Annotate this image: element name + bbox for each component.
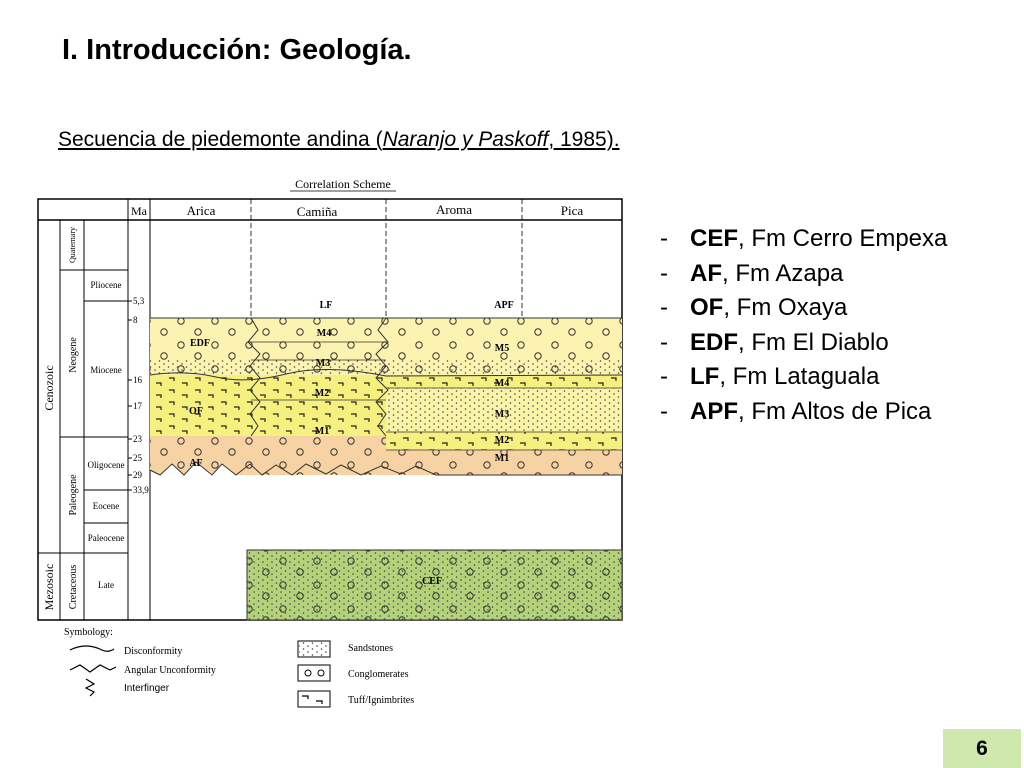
sandstones-swatch bbox=[298, 641, 330, 657]
age-label: 25 bbox=[133, 453, 142, 463]
unit-camina-m1-label: M1 bbox=[314, 426, 330, 437]
period-quaternary: Quaternary bbox=[68, 227, 77, 263]
correlation-scheme-diagram bbox=[36, 170, 628, 710]
age-label: 29 bbox=[133, 470, 142, 480]
subtitle-suffix: , 1985). bbox=[548, 128, 620, 151]
unit-of-label: OF bbox=[189, 406, 203, 417]
epoch-miocene: Miocene bbox=[90, 365, 122, 375]
formation-name: , Fm Azapa bbox=[722, 259, 844, 287]
formation-code: CEF bbox=[690, 225, 738, 252]
formation-code: EDF bbox=[690, 328, 738, 356]
locality-aroma: Aroma bbox=[435, 202, 473, 217]
formation-code: LF bbox=[690, 363, 720, 390]
unit-apf-label: APF bbox=[494, 300, 514, 311]
epoch-oligocene: Oligocene bbox=[87, 460, 125, 470]
angular-unconformity-symbol bbox=[70, 665, 116, 672]
symbology-conglomerates: Conglomerates bbox=[348, 669, 409, 680]
list-dash: - bbox=[660, 363, 668, 390]
conglomerates-swatch bbox=[298, 665, 330, 681]
list-item bbox=[660, 360, 947, 395]
formation-name: , Fm El Diablo bbox=[738, 328, 889, 356]
tuff-swatch bbox=[298, 691, 330, 707]
slide-subtitle bbox=[58, 128, 620, 152]
symbology-sandstones: Sandstones bbox=[348, 643, 393, 654]
formation-name: , Fm Oxaya bbox=[723, 294, 848, 321]
list-dash: - bbox=[660, 259, 668, 287]
symbology-interfinger: Interfinger bbox=[124, 683, 170, 694]
formation-name: , Fm Lataguala bbox=[719, 363, 880, 390]
age-label: 17 bbox=[133, 401, 142, 411]
list-item bbox=[660, 395, 947, 430]
unit-camina-m3-label: M3 bbox=[315, 358, 331, 369]
unit-lf-label: LF bbox=[319, 300, 333, 311]
symbology-title: Symbology: bbox=[64, 627, 113, 638]
abbreviation-list bbox=[660, 222, 947, 429]
epoch-pliocene: Pliocene bbox=[90, 280, 122, 290]
age-label: 16 bbox=[133, 375, 142, 385]
age-label: 33,9 bbox=[133, 485, 149, 495]
unit-camina-m4-label: M4 bbox=[316, 328, 332, 339]
formation-code: APF bbox=[690, 397, 738, 425]
formation-code: OF bbox=[690, 294, 724, 321]
disconformity-symbol bbox=[70, 646, 114, 651]
symbology-disconformity: Disconformity bbox=[124, 646, 183, 657]
page-number: 6 bbox=[943, 729, 1021, 768]
period-neogene: Neogene bbox=[68, 337, 79, 373]
epoch-eocene: Eocene bbox=[92, 501, 120, 511]
list-item bbox=[660, 291, 947, 326]
list-dash: - bbox=[660, 397, 668, 425]
formation-code: AF bbox=[690, 259, 722, 287]
age-label: 8 bbox=[133, 315, 138, 325]
unit-pica-m2-label: M2 bbox=[494, 435, 510, 446]
ma-header: Ma bbox=[131, 204, 147, 218]
symbology-angular: Angular Unconformity bbox=[124, 665, 216, 676]
list-item bbox=[660, 222, 947, 257]
unit-af-label: AF bbox=[189, 458, 203, 469]
symbology-tuff: Tuff/Ignimbrites bbox=[348, 695, 415, 706]
formation-name: , Fm Altos de Pica bbox=[738, 397, 932, 425]
formation-name: , Fm Cerro Empexa bbox=[738, 225, 948, 252]
period-cretaceous: Cretaceous bbox=[68, 564, 79, 610]
unit-camina-m2-label: M2 bbox=[314, 388, 330, 399]
slide-title: I. Introducción: Geología. bbox=[62, 34, 412, 66]
subtitle-authors: Naranjo y Paskoff bbox=[382, 128, 549, 151]
locality-arica: Arica bbox=[186, 203, 216, 218]
locality-camina: Camiña bbox=[296, 204, 338, 219]
age-label: 5,3 bbox=[133, 296, 145, 306]
list-item bbox=[660, 326, 947, 361]
list-dash: - bbox=[660, 294, 668, 321]
unit-pica-m3-label: M3 bbox=[494, 409, 510, 420]
interfinger-symbol bbox=[86, 679, 94, 696]
diagram-title: Correlation Scheme bbox=[295, 177, 391, 191]
locality-pica: Pica bbox=[560, 203, 584, 218]
unit-pica-m5-label: M5 bbox=[494, 343, 510, 354]
list-item bbox=[660, 257, 947, 292]
epoch-late: Late bbox=[98, 580, 114, 590]
unit-edf-label: EDF bbox=[190, 338, 210, 349]
subtitle-prefix: Secuencia de piedemonte andina ( bbox=[58, 128, 383, 151]
era-mezosoic: Mezosoic bbox=[42, 563, 56, 611]
period-paleogene: Paleogene bbox=[68, 474, 79, 516]
age-label: 23 bbox=[133, 434, 142, 444]
list-dash: - bbox=[660, 225, 668, 252]
epoch-paleocene: Paleocene bbox=[87, 533, 125, 543]
unit-cef-label: CEF bbox=[422, 576, 442, 587]
unit-pica-m1-label: M1 bbox=[494, 453, 510, 464]
era-cenozoic: Cenozoic bbox=[42, 365, 56, 411]
list-dash: - bbox=[660, 328, 668, 356]
unit-pica-m4-label: M4 bbox=[494, 378, 510, 389]
